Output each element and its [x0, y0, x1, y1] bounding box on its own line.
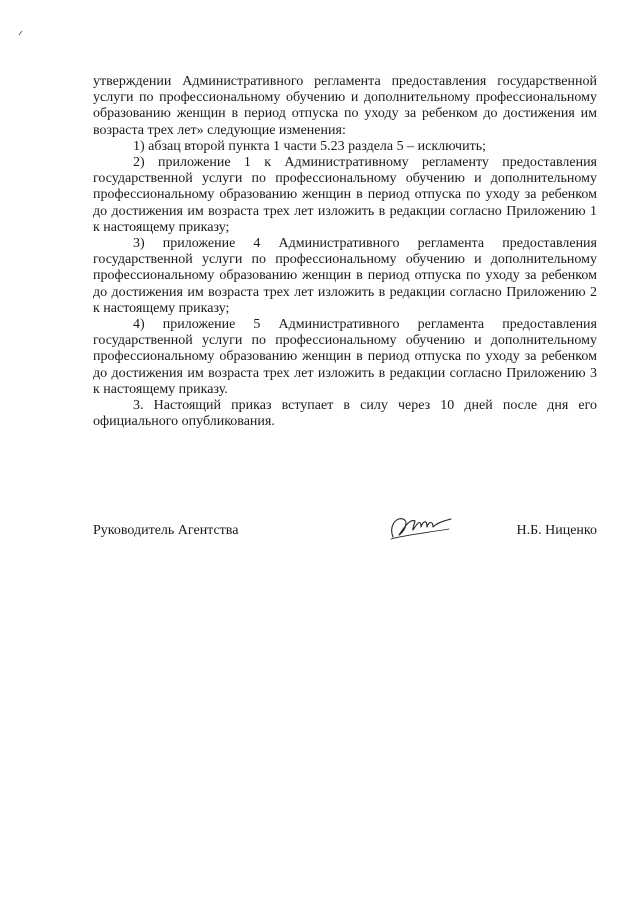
signatory-position: Руководитель Агентства: [93, 523, 239, 538]
handwritten-signature: [385, 513, 455, 543]
signatory-name: Н.Б. Ниценко: [516, 523, 597, 538]
list-item-1: 1) абзац второй пункта 1 части 5.23 раздела 5 – исключить;: [133, 138, 486, 154]
signature-block: [93, 513, 597, 553]
document-body: [93, 74, 597, 430]
list-item-3: 3) приложение 4 Административного регламента предоставления государственной услуги по профессиональному обучению и дополнительному профессиональному образованию женщин в период отпуска по уходу за ребенком до достижения им возраста трех лет изложить в редакции согласно Приложению 2 к настоящему приказу;: [93, 236, 597, 316]
paragraph-effective-date: 3. Настоящий приказ вступает в силу через 10 дней после дня его официального опубликования.: [93, 398, 597, 430]
list-item-2: 2) приложение 1 к Административному регламенту предоставления государственной услуги по профессиональному обучению и дополнительному профессиональному образованию женщин в период отпуска по уходу за ребенком до достижения им возраста трех лет изложить в редакции согласно Приложению 1 к настоящему приказу;: [93, 155, 597, 235]
paragraph-intro: утверждении Административного регламента предоставления государственной услуги по профессиональному обучению и дополнительному профессиональному образованию женщин в период отпуска по уходу за ребенком до достижения им возраста трех лет» следующие изменения:: [93, 74, 597, 138]
list-item-4: 4) приложение 5 Административного регламента предоставления государственной услуги по профессиональному обучению и дополнительному профессиональному образованию женщин в период отпуска по уходу за ребенком до достижения им возраста трех лет изложить в редакции согласно Приложению 3 к настоящему приказу.: [93, 317, 597, 397]
scan-mark: [18, 30, 24, 36]
